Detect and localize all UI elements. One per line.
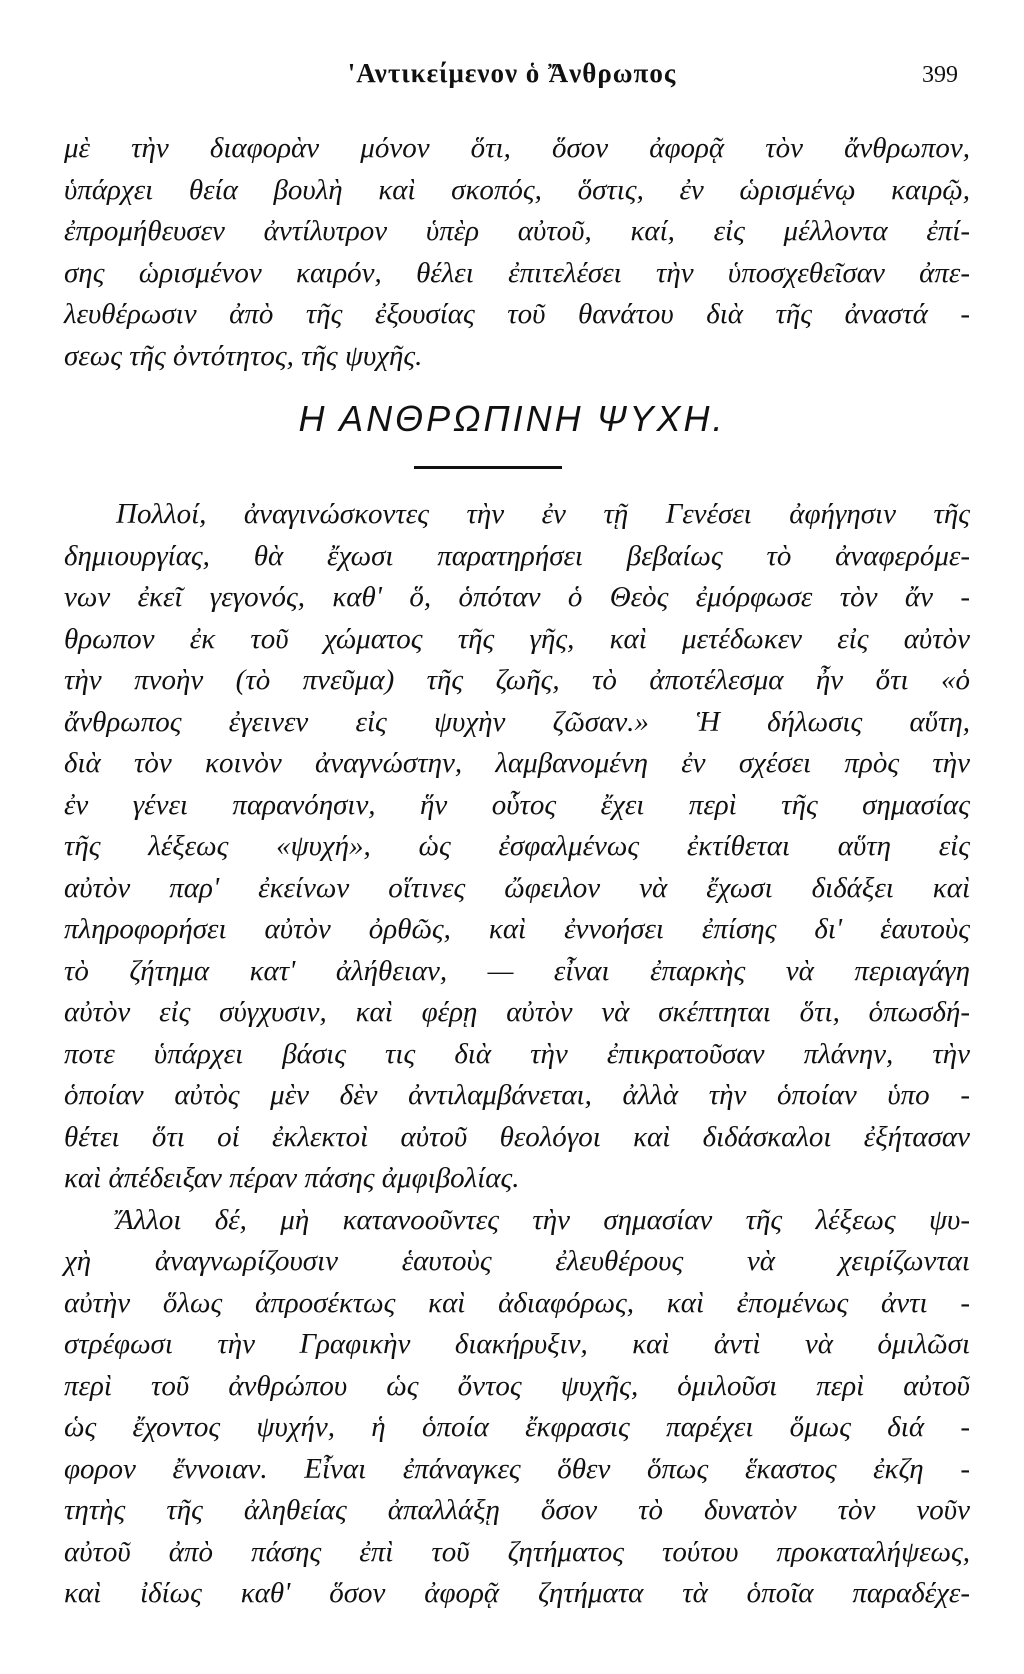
- text-line: νων ἐκεῖ γεγονός, καθ' ὅ, ὁπόταν ὁ Θεὸς ἐμόρφωσε τὸν ἄν -: [64, 581, 970, 613]
- text-line: τητὴς τῆς ἀληθείας ἀπαλλάξῃ ὅσον τὸ δυνατὸν τὸν νοῦν: [64, 1494, 970, 1526]
- running-header: [60, 58, 964, 98]
- text-line: σης ὡρισμένον καιρόν, θέλει ἐπιτελέσει τὴν ὑποσχεθεῖσαν ἀπε-: [64, 256, 970, 289]
- heading-rule: [414, 466, 562, 469]
- text-line: αὐτοῦ ἀπὸ πάσης ἐπὶ τοῦ ζητήματος τούτου προκαταλήψεως,: [64, 1535, 970, 1568]
- text-line: ὡς ἔχοντος ψυχήν, ἡ ὁποία ἔκφρασις παρέχει ὅμως διά -: [64, 1411, 970, 1443]
- text-line: τῆς λέξεως «ψυχή», ὡς ἐσφαλμένως ἐκτίθεται αὕτη εἰς: [64, 830, 970, 862]
- text-line: διὰ τὸν κοινὸν ἀναγνώστην, λαμβανομένη ἐν σχέσει πρὸς τὴν: [64, 747, 970, 779]
- text-line: καὶ ἰδίως καθ' ὅσον ἀφορᾷ ζητήματα τὰ ὁποῖα παραδέχε-: [64, 1577, 970, 1609]
- paragraph-continuation: [64, 128, 970, 377]
- text-line: ποτε ὑπάρχει βάσις τις διὰ τὴν ἐπικρατοῦσαν πλάνην, τὴν: [64, 1037, 970, 1070]
- text-line: σεως τῆς ὀντότητος, τῆς ψυχῆς.: [64, 339, 423, 372]
- text-line: αὐτὸν παρ' ἐκείνων οἵτινες ὤφειλον νὰ ἔχωσι διδάξει καὶ: [64, 871, 970, 904]
- text-line: τὸ ζήτημα κατ' ἀλήθειαν, — εἶναι ἐπαρκὴς νὰ περιαγάγη: [64, 954, 970, 987]
- text-line: Ἄλλοι δέ, μὴ κατανοοῦντες τὴν σημασίαν τῆς λέξεως ψυ-: [116, 1203, 970, 1236]
- text-line: θέτει ὅτι οἱ ἐκλεκτοὶ αὐτοῦ θεολόγοι καὶ διδάσκαλοι ἐξήτασαν: [64, 1120, 970, 1153]
- text-line: λευθέρωσιν ἀπὸ τῆς ἐξουσίας τοῦ θανάτου διὰ τῆς ἀναστά -: [64, 298, 970, 330]
- text-line: ἐν γένει παρανόησιν, ἥν οὗτος ἔχει περὶ τῆς σημασίας: [64, 788, 970, 821]
- body-paragraphs: [64, 494, 970, 1615]
- text-line: περὶ τοῦ ἀνθρώπου ὡς ὄντος ψυχῆς, ὁμιλοῦσι περὶ αὐτοῦ: [64, 1369, 970, 1402]
- section-heading: Η ΑΝΘΡΩΠΙΝΗ ΨΥΧΗ.: [298, 398, 726, 439]
- text-line: στρέφωσι τὴν Γραφικὴν διακήρυξιν, καὶ ἀντὶ νὰ ὁμιλῶσι: [64, 1328, 970, 1360]
- text-line: Πολλοί, ἀναγινώσκοντες τὴν ἐν τῇ Γενέσει ἀφήγησιν τῆς: [116, 498, 970, 530]
- running-title: 'Αντικείμενον ὁ Ἄνθρωπος: [347, 58, 677, 88]
- text-line: αὐτὸν εἰς σύγχυσιν, καὶ φέρῃ αὐτὸν νὰ σκέπτηται ὅτι, ὁπωσδή-: [64, 996, 970, 1028]
- text-line: ἐπρομήθευσεν ἀντίλυτρον ὑπὲρ αὐτοῦ, καί, εἰς μέλλοντα ἐπί-: [64, 215, 970, 247]
- text-line: φορον ἔννοιαν. Εἶναι ἐπάναγκες ὅθεν ὅπως ἕκαστος ἐκζη -: [64, 1452, 970, 1485]
- page-number: 399: [922, 62, 958, 88]
- text-line: ὑπάρχει θεία βουλὴ καὶ σκοπός, ὅστις, ἐν ὡρισμένῳ καιρῷ,: [64, 173, 970, 206]
- text-line: ἄνθρωπος ἐγεινεν εἰς ψυχὴν ζῶσαν.» Ἡ δήλωσις αὕτη,: [64, 705, 970, 738]
- text-line: μὲ τὴν διαφορὰν μόνον ὅτι, ὅσον ἀφορᾷ τὸν ἄνθρωπον,: [64, 132, 970, 164]
- text-line: καὶ ἀπέδειξαν πέραν πάσης ἀμφιβολίας.: [64, 1162, 520, 1194]
- text-line: ὁποίαν αὐτὸς μὲν δὲν ἀντιλαμβάνεται, ἀλλὰ τὴν ὁποίαν ὑπο -: [64, 1079, 970, 1111]
- text-line: τὴν πνοὴν (τὸ πνεῦμα) τῆς ζωῆς, τὸ ἀποτέλεσμα ἦν ὅτι «ὁ: [64, 664, 970, 696]
- text-line: δημιουργίας, θὰ ἔχωσι παρατηρήσει βεβαίως τὸ ἀναφερόμε-: [64, 539, 970, 572]
- text-line: θρωπον ἐκ τοῦ χώματος τῆς γῆς, καὶ μετέδωκεν εἰς αὐτὸν: [64, 622, 970, 655]
- text-line: αὐτὴν ὅλως ἀπροσέκτως καὶ ἀδιαφόρως, καὶ ἐπομένως ἀντι -: [64, 1286, 970, 1319]
- text-line: χὴ ἀναγνωρίζουσιν ἑαυτοὺς ἐλευθέρους νὰ χειρίζωνται: [64, 1245, 970, 1277]
- text-line: πληροφορήσει αὐτὸν ὀρθῶς, καὶ ἐννοήσει ἐπίσης δι' ἑαυτοὺς: [64, 913, 970, 945]
